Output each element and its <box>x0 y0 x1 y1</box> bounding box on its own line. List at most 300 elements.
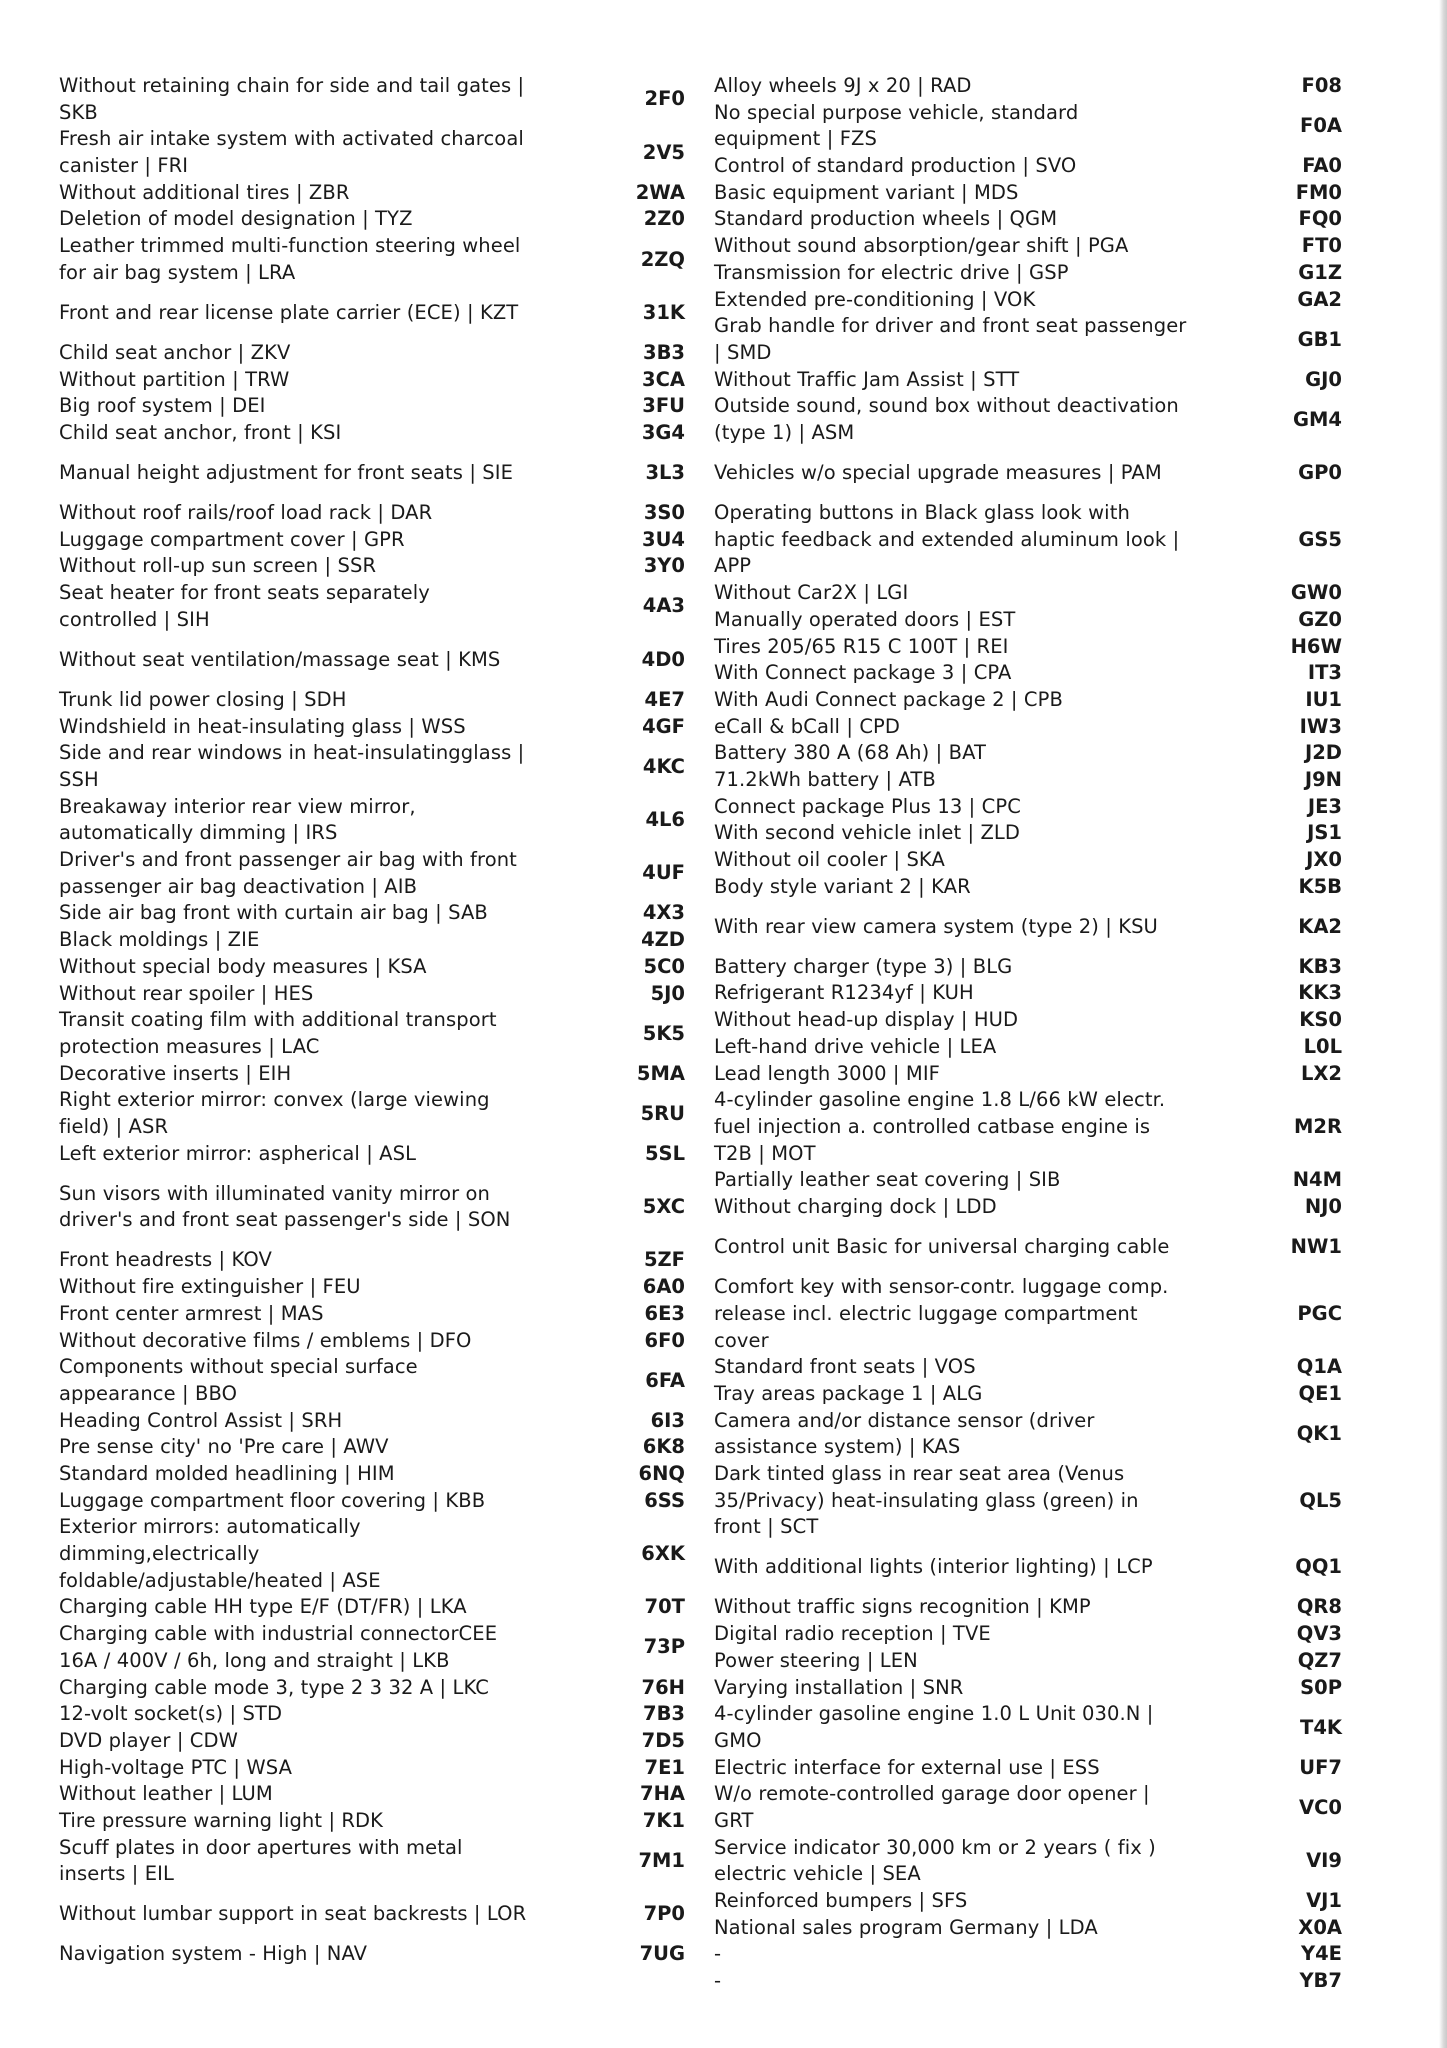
option-row <box>59 740 685 793</box>
option-code: S0P <box>1300 1675 1342 1699</box>
option-code: 2WA <box>635 180 685 204</box>
option-code: 3Y0 <box>643 554 685 578</box>
option-row <box>714 447 1342 500</box>
option-description: 12-volt socket(s) | STD <box>59 1702 283 1726</box>
option-code: 4GF <box>642 714 685 738</box>
option-code: 5C0 <box>643 954 685 978</box>
page-edge-shadow <box>1439 0 1447 2048</box>
option-description: Charging cable with industrial connectorCEE 16A / 400V / 6h, long and straight | LKB <box>59 1622 498 1672</box>
option-code: 7HA <box>640 1782 685 1806</box>
option-row <box>714 1941 1342 1968</box>
option-row <box>714 580 1342 607</box>
option-description: Connect package Plus 13 | CPC <box>714 794 1021 818</box>
option-description: Exterior mirrors: automatically dimming,electrically foldable/adjustable/heated | ASE <box>59 1515 381 1592</box>
option-description: Left exterior mirror: aspherical | ASL <box>59 1141 417 1165</box>
option-description: Without traffic signs recognition | KMP <box>714 1595 1091 1619</box>
option-code: 7UG <box>639 1942 685 1966</box>
option-code: QR8 <box>1296 1595 1342 1619</box>
option-code: 7P0 <box>643 1902 685 1926</box>
option-description: Comfort key with sensor-contr. luggage comp. release incl. electric luggage compartment cover <box>714 1275 1169 1352</box>
option-description: Trunk lid power closing | SDH <box>59 687 347 711</box>
option-code: FM0 <box>1295 180 1342 204</box>
option-description: Driver's and front passenger air bag with front passenger air bag deactivation | AIB <box>59 848 517 898</box>
option-row <box>59 794 685 847</box>
option-row <box>59 1888 685 1941</box>
option-code: GW0 <box>1290 581 1342 605</box>
option-code: GZ0 <box>1298 607 1342 631</box>
option-description: Right exterior mirror: convex (large viewing field) | ASR <box>59 1088 490 1138</box>
option-code: 2ZQ <box>640 247 685 271</box>
option-code: 5ZF <box>643 1248 685 1272</box>
option-code: 7K1 <box>642 1808 685 1832</box>
option-row <box>714 1675 1342 1702</box>
option-row <box>714 1968 1342 1995</box>
option-code: NW1 <box>1290 1235 1342 1259</box>
option-code: 4A3 <box>642 594 685 618</box>
option-code: 6FA <box>645 1368 685 1392</box>
option-description: Front center armrest | MAS <box>59 1301 324 1325</box>
option-code: IT3 <box>1307 661 1342 685</box>
right-option-column <box>714 73 1342 1995</box>
option-row <box>714 1061 1342 1088</box>
option-description: Refrigerant R1234yf | KUH <box>714 981 974 1005</box>
option-description: Leather trimmed multi-function steering wheel for air bag system | LRA <box>59 234 521 284</box>
option-code: 5J0 <box>650 981 685 1005</box>
option-row <box>714 1007 1342 1034</box>
option-row <box>714 313 1342 366</box>
option-code: 6A0 <box>642 1275 685 1299</box>
option-description: Electric interface for external use | ESS <box>714 1755 1100 1779</box>
option-code: VC0 <box>1299 1795 1342 1819</box>
option-row <box>714 1594 1342 1621</box>
left-option-column <box>59 73 685 1968</box>
option-description: Scuff plates in door apertures with metal inserts | EIL <box>59 1835 463 1886</box>
option-code: KS0 <box>1299 1008 1342 1032</box>
option-code: 6E3 <box>644 1301 685 1325</box>
option-row <box>59 1701 685 1728</box>
option-description: Front headrests | KOV <box>59 1248 272 1272</box>
option-row <box>59 847 685 900</box>
option-code: 7D5 <box>641 1728 685 1752</box>
option-row <box>714 1461 1342 1541</box>
option-description: Heading Control Assist | SRH <box>59 1408 343 1432</box>
option-description: W/o remote-controlled garage door opener | GRT <box>714 1782 1150 1832</box>
option-code: GJ0 <box>1305 367 1342 391</box>
option-row <box>714 954 1342 981</box>
option-code: F0A <box>1300 114 1342 138</box>
option-row <box>59 1728 685 1755</box>
option-description: Black moldings | ZIE <box>59 928 260 952</box>
option-row <box>59 1781 685 1808</box>
option-description: Alloy wheels 9J x 20 | RAD <box>714 74 972 97</box>
option-description: Seat heater for front seats separately controlled | SIH <box>59 581 430 631</box>
option-code: 4KC <box>642 754 685 778</box>
option-code: QE1 <box>1298 1381 1342 1405</box>
option-description: Without roof rails/roof load rack | DAR <box>59 501 433 525</box>
option-description: Battery charger (type 3) | BLG <box>714 954 1013 978</box>
option-code: M2R <box>1294 1114 1342 1138</box>
option-row <box>59 1328 685 1355</box>
option-row <box>714 660 1342 687</box>
option-description: Charging cable HH type E/F (DT/FR) | LKA <box>59 1595 467 1619</box>
option-row <box>59 126 685 179</box>
option-description: Pre sense city' no 'Pre care | AWV <box>59 1435 389 1459</box>
option-description: Lead length 3000 | MIF <box>714 1061 940 1085</box>
option-row <box>714 1354 1342 1381</box>
option-row <box>714 1408 1342 1461</box>
option-row <box>714 740 1342 767</box>
option-code: GM4 <box>1293 407 1342 431</box>
option-code: 3U4 <box>642 527 685 551</box>
option-row <box>59 687 685 714</box>
option-code: KB3 <box>1298 954 1342 978</box>
option-description: Child seat anchor, front | KSI <box>59 421 342 444</box>
option-code: J2D <box>1304 741 1342 765</box>
option-row <box>714 1167 1342 1194</box>
option-code: 3CA <box>642 367 685 391</box>
option-row <box>59 393 685 420</box>
option-code: 7B3 <box>643 1702 685 1726</box>
option-code: QQ1 <box>1295 1555 1342 1579</box>
option-description: Without rear spoiler | HES <box>59 981 314 1005</box>
option-code: 3G4 <box>641 421 685 444</box>
option-row <box>59 954 685 981</box>
option-code: QV3 <box>1296 1622 1342 1646</box>
option-code: NJ0 <box>1304 1195 1342 1219</box>
option-description: Without seat ventilation/massage seat | KMS <box>59 647 501 671</box>
option-row <box>59 1461 685 1488</box>
option-description: Without oil cooler | SKA <box>714 848 945 872</box>
option-code: KK3 <box>1298 981 1342 1005</box>
option-description: Service indicator 30,000 km or 2 years ( fix ) electric vehicle | SEA <box>714 1835 1156 1886</box>
option-row <box>714 1194 1342 1221</box>
option-code: 3FU <box>642 394 685 418</box>
option-description: Varying installation | SNR <box>714 1675 964 1699</box>
option-row <box>59 367 685 394</box>
option-description: 4-cylinder gasoline engine 1.8 L/66 kW electr. fuel injection a. controlled catbase engine is T2B | MOT <box>714 1088 1166 1165</box>
option-row <box>714 900 1342 953</box>
option-code: GP0 <box>1298 461 1342 485</box>
option-row <box>59 1941 685 1968</box>
option-code: FA0 <box>1302 154 1342 178</box>
option-code: 3B3 <box>643 340 685 364</box>
option-description: Side air bag front with curtain air bag | SAB <box>59 901 488 925</box>
option-code: 6F0 <box>644 1328 685 1352</box>
option-row <box>714 233 1342 260</box>
option-description: High-voltage PTC | WSA <box>59 1755 293 1779</box>
option-description: Without partition | TRW <box>59 367 290 391</box>
option-row <box>59 1141 685 1168</box>
option-row <box>59 180 685 207</box>
option-code: 6XK <box>641 1542 685 1566</box>
option-code: Q1A <box>1296 1355 1342 1379</box>
option-description: Without head-up display | HUD <box>714 1008 1019 1032</box>
option-code: 6K8 <box>642 1435 685 1459</box>
option-row <box>59 447 685 500</box>
option-description: With additional lights (interior lighting) | LCP <box>714 1555 1153 1579</box>
option-description: Without special body measures | KSA <box>59 954 427 978</box>
option-code: FT0 <box>1301 234 1342 258</box>
option-description: No special purpose vehicle, standard equipment | FZS <box>714 100 1079 151</box>
option-description: 4-cylinder gasoline engine 1.0 L Unit 030.N | GMO <box>714 1702 1154 1752</box>
option-row <box>59 553 685 580</box>
option-description: DVD player | CDW <box>59 1728 239 1752</box>
option-code: IU1 <box>1305 687 1342 711</box>
option-row <box>714 100 1342 153</box>
option-row <box>714 794 1342 821</box>
option-description: With rear view camera system (type 2) | KSU <box>714 914 1158 938</box>
option-row <box>59 1434 685 1461</box>
option-code: 3S0 <box>643 501 685 525</box>
option-row <box>714 1221 1342 1274</box>
option-row <box>714 1648 1342 1675</box>
option-description: Extended pre-conditioning | VOK <box>714 287 1036 311</box>
option-code: 76H <box>641 1675 685 1699</box>
option-row <box>714 206 1342 233</box>
option-row <box>59 1408 685 1435</box>
option-description: Breakaway interior rear view mirror, automatically dimming | IRS <box>59 794 416 845</box>
option-row <box>714 1381 1342 1408</box>
option-description: Sun visors with illuminated vanity mirror on driver's and front seat passenger's side | SON <box>59 1181 511 1232</box>
option-row <box>714 500 1342 580</box>
option-row <box>59 1167 685 1247</box>
option-code: L0L <box>1303 1034 1342 1058</box>
option-description: With Audi Connect package 2 | CPB <box>714 687 1063 711</box>
option-row <box>714 367 1342 394</box>
option-code: 6SS <box>644 1488 685 1512</box>
option-code: UF7 <box>1299 1755 1342 1779</box>
option-description: Deletion of model designation | TYZ <box>59 207 413 231</box>
option-code: 4UF <box>642 861 685 885</box>
option-code: 4L6 <box>645 808 685 832</box>
option-description: With second vehicle inlet | ZLD <box>714 821 1021 845</box>
option-row <box>59 287 685 340</box>
option-code: N4M <box>1292 1168 1342 1192</box>
option-row <box>59 1755 685 1782</box>
option-description: Without Traffic Jam Assist | STT <box>714 367 1020 391</box>
option-code: YB7 <box>1299 1969 1342 1993</box>
option-code: 73P <box>643 1635 685 1659</box>
option-code: QL5 <box>1299 1488 1342 1512</box>
option-row <box>59 634 685 687</box>
option-row <box>714 73 1342 100</box>
option-description: Control unit Basic for universal charging cable <box>714 1235 1170 1259</box>
option-code: QZ7 <box>1297 1648 1342 1672</box>
option-code: F08 <box>1301 74 1342 97</box>
option-row <box>714 607 1342 634</box>
option-description: Manually operated doors | EST <box>714 607 1016 631</box>
option-description: Windshield in heat-insulating glass | WSS <box>59 714 466 738</box>
option-row <box>714 153 1342 180</box>
option-code: K5B <box>1298 874 1342 898</box>
option-row <box>59 927 685 954</box>
option-row <box>59 1835 685 1888</box>
option-row <box>714 1274 1342 1354</box>
option-row <box>714 1701 1342 1754</box>
option-description: Partially leather seat covering | SIB <box>714 1168 1061 1192</box>
option-description: Decorative inserts | EIH <box>59 1061 292 1085</box>
option-code: X0A <box>1298 1915 1342 1939</box>
option-description: National sales program Germany | LDA <box>714 1915 1098 1939</box>
option-row <box>714 1621 1342 1648</box>
option-row <box>59 340 685 367</box>
option-row <box>59 1301 685 1328</box>
option-row <box>59 1808 685 1835</box>
option-description: Without roll-up sun screen | SSR <box>59 554 377 578</box>
option-description: Fresh air intake system with activated charcoal canister | FRI <box>59 127 524 178</box>
option-code: 4ZD <box>641 928 685 952</box>
option-description: Side and rear windows in heat-insulatingglass | SSH <box>59 741 525 791</box>
option-code: 2Z0 <box>643 207 685 231</box>
option-row <box>714 1781 1342 1834</box>
option-row <box>59 1514 685 1594</box>
option-description: Battery 380 A (68 Ah) | BAT <box>714 741 987 765</box>
option-code: 7M1 <box>638 1849 685 1872</box>
option-description: Basic equipment variant | MDS <box>714 180 1019 204</box>
option-row <box>714 1888 1342 1915</box>
option-code: KA2 <box>1298 914 1342 938</box>
option-row <box>714 180 1342 207</box>
option-row <box>714 1915 1342 1942</box>
option-code: 5XC <box>642 1195 685 1219</box>
option-code: QK1 <box>1296 1421 1342 1445</box>
option-code: FQ0 <box>1298 207 1342 231</box>
option-description: Camera and/or distance sensor (driver assistance system) | KAS <box>714 1408 1095 1459</box>
option-description: Without leather | LUM <box>59 1782 273 1806</box>
option-description: Without lumbar support in seat backrests | LOR <box>59 1902 527 1926</box>
option-code: JE3 <box>1307 794 1342 818</box>
option-code: GB1 <box>1297 327 1342 351</box>
option-row <box>714 1541 1342 1594</box>
option-row <box>59 1061 685 1088</box>
option-code: 6NQ <box>638 1461 685 1485</box>
option-code: IW3 <box>1299 714 1342 738</box>
option-description: Front and rear license plate carrier (ECE) | KZT <box>59 300 519 324</box>
option-description: Outside sound, sound box without deactivation (type 1) | ASM <box>714 394 1179 444</box>
option-code: 2V5 <box>642 140 685 164</box>
option-description: Luggage compartment floor covering | KBB <box>59 1488 486 1512</box>
option-description: Tray areas package 1 | ALG <box>714 1381 983 1405</box>
option-row <box>59 206 685 233</box>
option-row <box>59 1488 685 1515</box>
option-row <box>714 287 1342 314</box>
option-description: Without additional tires | ZBR <box>59 180 350 204</box>
option-row <box>714 980 1342 1007</box>
option-description: Without retaining chain for side and tail gates | SKB <box>59 74 525 124</box>
option-row <box>714 714 1342 741</box>
option-code: 6I3 <box>650 1408 685 1432</box>
option-code: 5SL <box>644 1141 685 1165</box>
option-description: Standard molded headlining | HIM <box>59 1461 395 1485</box>
option-code: GS5 <box>1298 527 1342 551</box>
option-description: - <box>714 1942 722 1966</box>
option-description: Without Car2X | LGI <box>714 581 909 605</box>
option-row <box>59 420 685 447</box>
option-description: Without decorative films / emblems | DFO <box>59 1328 472 1352</box>
option-code: GA2 <box>1297 287 1342 311</box>
option-description: Standard production wheels | QGM <box>714 207 1058 231</box>
option-row <box>714 634 1342 661</box>
option-row <box>59 580 685 633</box>
option-row <box>714 847 1342 874</box>
option-code: T4K <box>1300 1715 1342 1739</box>
option-description: Without fire extinguisher | FEU <box>59 1275 361 1299</box>
option-code: 31K <box>642 300 685 324</box>
option-code: Y4E <box>1300 1942 1342 1966</box>
option-row <box>59 981 685 1008</box>
option-code: 7E1 <box>644 1755 685 1779</box>
option-code: 2F0 <box>644 87 685 111</box>
option-code: LX2 <box>1300 1061 1342 1085</box>
option-row <box>59 1594 685 1621</box>
option-row <box>59 714 685 741</box>
option-code: VI9 <box>1306 1849 1342 1872</box>
option-description: Transmission for electric drive | GSP <box>714 260 1069 284</box>
option-description: With Connect package 3 | CPA <box>714 661 1012 685</box>
option-row <box>714 1034 1342 1061</box>
option-code: 5K5 <box>642 1021 685 1045</box>
option-description: Digital radio reception | TVE <box>714 1622 991 1646</box>
option-description: Power steering | LEN <box>714 1648 918 1672</box>
option-row <box>59 900 685 927</box>
option-row <box>59 1621 685 1674</box>
option-description: Without sound absorption/gear shift | PGA <box>714 234 1129 258</box>
option-description: Manual height adjustment for front seats | SIE <box>59 461 514 485</box>
option-description: Transit coating film with additional transport protection measures | LAC <box>59 1008 497 1058</box>
option-code: VJ1 <box>1306 1889 1342 1913</box>
option-code: 5MA <box>636 1061 685 1085</box>
option-description: Navigation system - High | NAV <box>59 1942 368 1966</box>
option-description: Body style variant 2 | KAR <box>714 874 971 898</box>
option-code: 70T <box>644 1595 685 1619</box>
option-description: Dark tinted glass in rear seat area (Venus 35/Privacy) heat-insulating glass (green) in front | SCT <box>714 1461 1139 1539</box>
option-code: JS1 <box>1307 821 1342 845</box>
option-description: Standard front seats | VOS <box>714 1355 976 1379</box>
option-description: Grab handle for driver and front seat passenger | SMD <box>714 314 1187 364</box>
option-description: Left-hand drive vehicle | LEA <box>714 1034 997 1058</box>
option-description: Reinforced bumpers | SFS <box>714 1889 968 1913</box>
option-code: G1Z <box>1298 260 1342 284</box>
option-row <box>714 393 1342 446</box>
option-code: H6W <box>1290 634 1342 658</box>
option-description: Child seat anchor | ZKV <box>59 340 291 364</box>
option-row <box>59 500 685 527</box>
option-row <box>59 527 685 554</box>
option-row <box>59 1007 685 1060</box>
option-row <box>59 233 685 286</box>
option-row <box>714 1835 1342 1888</box>
option-row <box>59 1087 685 1140</box>
option-description: eCall & bCall | CPD <box>714 714 901 738</box>
option-row <box>714 687 1342 714</box>
option-code: 4X3 <box>642 901 685 925</box>
option-row <box>59 73 685 126</box>
option-row <box>59 1675 685 1702</box>
option-row <box>714 1755 1342 1782</box>
option-row <box>714 767 1342 794</box>
option-code: J9N <box>1304 767 1342 791</box>
option-row <box>59 1247 685 1274</box>
option-description: Operating buttons in Black glass look with haptic feedback and extended aluminum look | APP <box>714 501 1180 578</box>
option-row <box>59 1274 685 1301</box>
option-row <box>714 820 1342 847</box>
option-code: JX0 <box>1306 848 1342 872</box>
option-row <box>714 874 1342 901</box>
option-row <box>714 260 1342 287</box>
option-row <box>714 1087 1342 1167</box>
option-description: Tires 205/65 R15 C 100T | REI <box>714 634 1009 658</box>
option-description: Without charging dock | LDD <box>714 1195 997 1219</box>
